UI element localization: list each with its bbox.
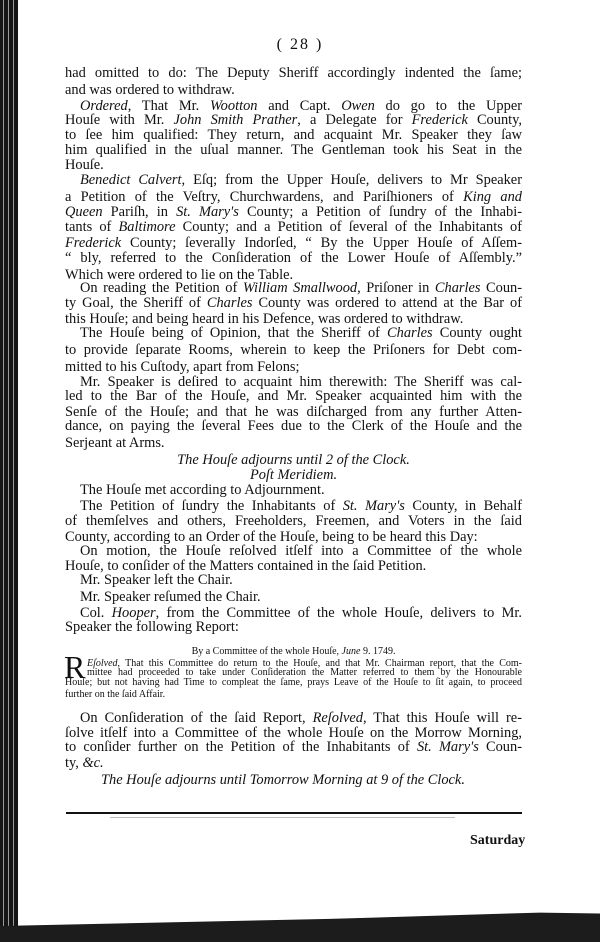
text-segment: Houſe, to conſider of the Matters contained in the ſaid Petition. [65, 558, 427, 574]
text-segment: Senſe of the Houſe; and that he was diſcharged from any further Atten- [65, 404, 522, 420]
text-line [65, 64, 522, 82]
text-line [101, 771, 522, 789]
text-segment: On motion, the Houſe reſolved itſelf into a Committee of the whole [80, 543, 522, 559]
text-segment: , from the Committee of the whole Houſe, delivers to Mr. [155, 605, 522, 621]
catchword: Saturday [470, 833, 526, 848]
text-segment: County, [467, 112, 523, 128]
italic-text: Baltimore [118, 219, 176, 235]
text-segment: dance, on paying the ſeveral Fees due to the Clerk of the Houſe and the [65, 418, 522, 434]
italic-text: St. Mary's [342, 498, 405, 514]
drop-cap: R [64, 649, 86, 685]
text-segment: him qualified in the uſual manner. The Gentleman took his Seat in the [65, 142, 522, 158]
text-segment: , a Delegate for [297, 112, 412, 128]
text-segment: and was ordered to withdraw. [65, 82, 235, 98]
italic-text: The Houſe adjourns until 2 of the Clock. [177, 452, 410, 468]
italic-text: June [341, 646, 361, 657]
text-segment: , Eſq; from the Upper Houſe, delivers to Mr Speaker [181, 172, 522, 188]
text-segment: County ought [432, 325, 522, 341]
text-segment: had omitted to do: The Deputy Sheriff accordingly indented the ſame; [65, 65, 522, 81]
text-segment: The Petition of ſundry the Inhabitants of [80, 498, 343, 514]
text-segment: Serjeant at Arms. [65, 435, 165, 451]
text-segment: to provide ſeparate Rooms, wherein to keep the Priſoners for Debt com- [65, 342, 522, 358]
text-segment: , That this Committee do return to the Houſe, and that Mr. Chairman report, that the Com- [117, 658, 522, 669]
book-binding-edge [0, 0, 18, 942]
text-line [65, 754, 522, 772]
text-segment: Houſe with Mr. [65, 112, 174, 128]
text-line [65, 434, 522, 452]
text-segment: Houſe. [65, 157, 104, 173]
italic-text: Charles [206, 295, 253, 311]
text-segment: Col. [80, 605, 112, 621]
text-segment: ſolve itſelf into a Committee of the whole Houſe on the Morrow Morning, [65, 725, 522, 741]
italic-text: &c. [82, 755, 104, 771]
italic-text: William Smallwood [242, 280, 358, 296]
text-segment: do go to the Upper [374, 98, 522, 114]
text-segment: Mr. Speaker reſumed the Chair. [80, 589, 261, 605]
text-segment: County was ordered to attend at the Bar of [252, 295, 522, 311]
text-segment: , Priſoner in [357, 280, 435, 296]
text-line [65, 646, 522, 658]
text-segment: to ſee him qualified: They return, and acquaint Mr. Speaker they ſaw [65, 127, 522, 143]
text-segment: ty Goal, the Sheriff of [65, 295, 207, 311]
italic-text: Queen [65, 204, 103, 220]
text-segment: Mr. Speaker left the Chair. [80, 572, 233, 588]
text-segment: further on the ſaid Affair. [65, 689, 166, 700]
text-segment: mittee had proceeded to take under Conſideration the Matter referred to them by the Honourable [87, 667, 522, 678]
text-segment: tants of [65, 219, 119, 235]
text-segment: Pariſh, in [102, 204, 177, 220]
italic-text: Charles [434, 280, 481, 296]
text-segment: Houſe; but not having had Time to compleat the ſame, prays Leave of the Houſe to ſit again, to proceed [65, 677, 522, 688]
italic-text: Wootton [210, 98, 258, 114]
text-line [80, 171, 522, 189]
text-segment: ty, [65, 755, 83, 771]
italic-text: Ordered [80, 98, 128, 114]
text-segment: County, according to an Order of the Houſe, being to be heard this Day: [65, 529, 478, 545]
italic-text: Charles [387, 325, 433, 341]
text-line [65, 417, 522, 435]
italic-text: Frederick [411, 112, 468, 128]
text-segment: this Houſe; and being heard in his Defence, was ordered to withdraw. [65, 311, 464, 327]
text-line [80, 324, 522, 342]
italic-text: Reſolved [312, 710, 363, 726]
text-segment: 9. 1749. [360, 646, 396, 657]
text-segment: “ bly, referred to the Conſideration of the Lower Houſe of Aſſembly.” [65, 250, 522, 266]
text-segment: On reading the Petition of [80, 280, 243, 296]
text-line [65, 249, 522, 267]
text-segment: County; and a Petition of ſeveral of the Inhabitants of [175, 219, 522, 235]
text-segment: Coun- [478, 739, 522, 755]
italic-text: Poſt Meridiem. [249, 467, 338, 483]
page-number: ( 28 ) [276, 36, 324, 53]
text-segment: and Capt. [257, 98, 342, 114]
text-segment: Which were ordered to lie on the Table. [65, 267, 294, 283]
italic-text: St. Mary's [176, 204, 239, 220]
text-segment: , That this Houſe will re- [362, 710, 522, 726]
text-segment: led to the Bar of the Houſe, and Mr. Speaker acquainted him with the [65, 388, 522, 404]
italic-text: King and [463, 189, 523, 205]
text-segment: County; a Petition of ſundry of the Inhabi- [238, 204, 522, 220]
text-line [65, 618, 522, 636]
text-segment: Mr. Speaker is deſired to acquaint him therewith: The Sheriff was cal- [80, 374, 522, 390]
text-segment: County, in Behalf [404, 498, 522, 514]
italic-text: The Houſe adjourns until Tomorrow Morning at 9 of the Clock. [101, 772, 465, 788]
italic-text: St. Mary's [416, 739, 479, 755]
italic-text: Benedict Calvert [80, 172, 182, 188]
text-segment: Speaker the following Report: [65, 619, 239, 635]
text-segment: County; ſeverally Indorſed, “ By the Upper Houſe of Aſſem- [121, 235, 522, 251]
text-segment: The Houſe met according to Adjournment. [80, 482, 325, 498]
text-line [65, 689, 522, 701]
italic-text: Frederick [65, 235, 122, 251]
italic-text: Owen [341, 98, 375, 114]
italic-text: John Smith Prather [173, 112, 298, 128]
italic-text: Eſolved [87, 658, 118, 669]
text-segment: The Houſe being of Opinion, that the Sheriff of [80, 325, 388, 341]
text-segment: On Conſideration of the ſaid Report, [80, 710, 313, 726]
text-segment: By a Committee of the whole Houſe, [191, 646, 342, 657]
text-segment: , That Mr. [127, 98, 211, 114]
section-rule-shadow [110, 817, 455, 818]
scan-bottom-edge [0, 900, 600, 942]
italic-text: Hooper [111, 605, 156, 621]
text-line [65, 677, 522, 689]
text-segment: a Petition of the Veſtry, Churchwardens, and Pariſhioners of [65, 189, 464, 205]
section-rule [66, 812, 522, 814]
text-line [80, 571, 522, 589]
text-segment: to conſider further on the Petition of the Inhabitants of [65, 739, 417, 755]
text-segment: of themſelves and others, Freeholders, Freemen, and Voters in the ſaid [65, 513, 522, 529]
text-segment: Coun- [480, 280, 523, 296]
text-line [65, 341, 522, 359]
text-segment: mitted to his Cuſtody, apart from Felons; [65, 359, 300, 375]
